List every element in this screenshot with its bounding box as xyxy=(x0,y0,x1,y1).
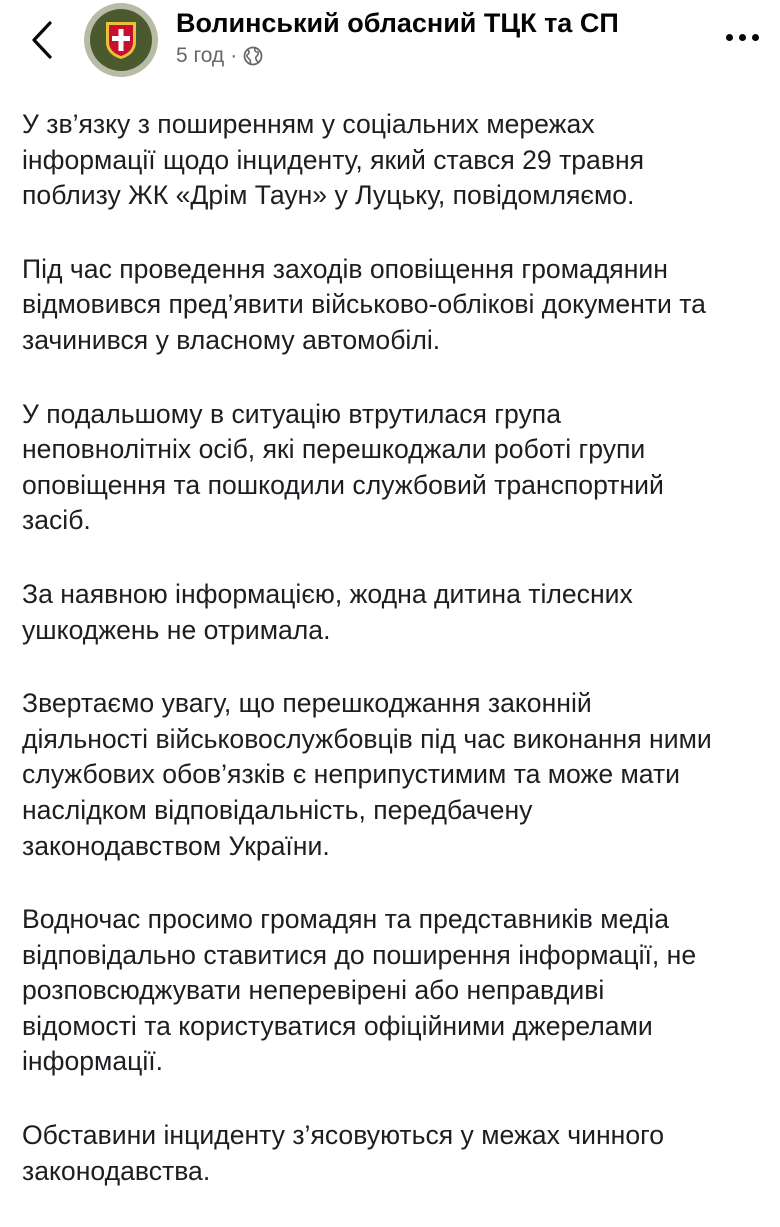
text-line: За наявною інформацією, жодна дитина тілесних xyxy=(22,578,633,609)
post-time[interactable]: 5 год xyxy=(176,44,225,67)
paragraph-6 xyxy=(22,902,767,1080)
text-line: діяльності військовослужбовців під час виконання ними xyxy=(22,723,712,754)
text-line: інформації щодо інциденту, який стався 29 травня xyxy=(22,144,645,175)
page-name[interactable]: Волинський обласний ТЦК та СП xyxy=(176,8,619,38)
text-line: відповідально ставитися до поширення інформації, не xyxy=(22,939,697,970)
post-header xyxy=(0,0,780,92)
text-line: зачинився у власному автомобілі. xyxy=(22,324,441,355)
text-line: законодавством України. xyxy=(22,830,330,861)
text-line: неповнолітніх осіб, які перешкоджали роботі групи xyxy=(22,434,646,465)
more-options-button[interactable] xyxy=(718,22,766,52)
text-line: Під час проведення заходів оповіщення громадянин xyxy=(22,253,668,284)
more-horizontal-icon xyxy=(726,34,733,41)
text-line: розповсюджувати неперевірені або неправдиві xyxy=(22,975,605,1006)
coat-of-arms-shield-icon xyxy=(104,20,138,60)
text-line: відмовився пред’явити військово-облікові документи та xyxy=(22,289,706,320)
more-dot xyxy=(739,34,746,41)
globe-icon xyxy=(243,46,263,66)
more-dot xyxy=(752,34,759,41)
text-line: наслідком відповідальність, передбачену xyxy=(22,794,533,825)
text-line: ушкоджень не отримала. xyxy=(22,614,331,645)
text-line: Водночас просимо громадян та представників медіа xyxy=(22,904,670,935)
text-line: інформації. xyxy=(22,1046,164,1077)
paragraph-2 xyxy=(22,252,767,359)
text-line: відомості та користуватися офіційними джерелами xyxy=(22,1010,653,1041)
avatar-inner xyxy=(90,9,152,71)
text-line: законодавства. xyxy=(22,1155,211,1186)
text-line: Звертаємо увагу, що перешкоджання законній xyxy=(22,688,592,719)
meta-separator: · xyxy=(230,44,238,67)
text-line: засіб. xyxy=(22,505,91,536)
paragraph-1 xyxy=(22,107,767,214)
text-line: поблизу ЖК «Дрім Таун» у Луцьку, повідомляємо. xyxy=(22,180,635,211)
paragraph-7 xyxy=(22,1118,767,1189)
post-text xyxy=(22,107,767,1227)
paragraph-3 xyxy=(22,397,767,539)
text-line: службових обов’язків є неприпустимим та може мати xyxy=(22,759,681,790)
text-line: оповіщення та пошкодили службовий транспортний xyxy=(22,469,664,500)
back-button[interactable] xyxy=(22,18,62,62)
post-meta xyxy=(176,44,263,68)
text-line: У подальшому в ситуацію втрутилася група xyxy=(22,398,561,429)
text-line: У зв’язку з поширенням у соціальних мережах xyxy=(22,109,595,139)
page-avatar[interactable] xyxy=(84,3,158,77)
paragraph-5 xyxy=(22,686,767,864)
text-line: Обставини інциденту з’ясовуються у межах чинного xyxy=(22,1120,665,1151)
paragraph-4 xyxy=(22,577,767,648)
chevron-left-icon xyxy=(31,21,53,59)
